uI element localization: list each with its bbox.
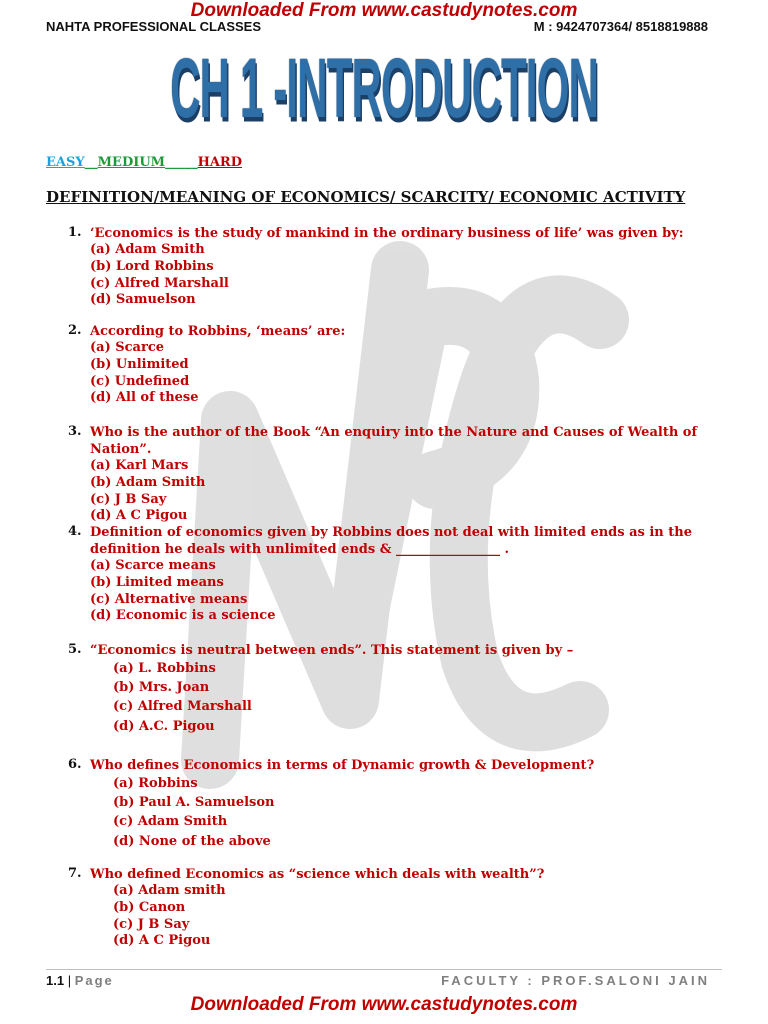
option-b: (b) Adam Smith — [90, 474, 206, 490]
question-number: 2. — [68, 323, 82, 338]
option-b: (b) Canon — [113, 899, 186, 915]
question-number: 3. — [68, 424, 82, 439]
option-c: (c) J B Say — [113, 916, 190, 932]
option-b: (b) Mrs. Joan — [113, 680, 210, 696]
option-a: (a) L. Robbins — [113, 661, 216, 676]
option-b: (b) Limited means — [90, 574, 224, 590]
question-2 — [68, 323, 708, 407]
question-number: 1. — [68, 225, 82, 240]
question-text: Who is the author of the Book “An enquiry into the Nature and Causes of Wealth of Nation”. — [90, 425, 698, 457]
question-text: Definition of economics given by Robbins does not deal with limited ends as in the definition he deals with unlimited ends & ________________ . — [90, 525, 693, 557]
download-banner-top: Downloaded From www.castudynotes.com — [190, 0, 578, 21]
option-b: (b) Paul A. Samuelson — [113, 795, 275, 811]
option-a: (a) Scarce — [90, 340, 165, 355]
question-5 — [68, 642, 708, 736]
chapter-title: CH 1 -INTRODUCTION — [170, 41, 598, 136]
question-1 — [68, 225, 708, 309]
question-number: 4. — [68, 524, 82, 539]
difficulty-legend — [46, 155, 242, 170]
question-number: 6. — [68, 757, 82, 772]
question-text: ‘Economics is the study of mankind in the ordinary business of life’ was given by: — [90, 226, 684, 241]
option-c: (c) Alfred Marshall — [90, 275, 229, 291]
section-heading: DEFINITION/MEANING OF ECONOMICS/ SCARCITY/ ECONOMIC ACTIVITY — [46, 188, 686, 206]
question-6 — [68, 757, 708, 851]
option-c: (c) Undefined — [90, 373, 190, 389]
question-text: According to Robbins, ‘means’ are: — [90, 324, 346, 339]
option-b: (b) Lord Robbins — [90, 258, 214, 274]
option-a: (a) Robbins — [113, 776, 198, 791]
question-number: 7. — [68, 866, 82, 881]
level-separator: _____ — [165, 155, 198, 170]
option-c: (c) Alternative means — [90, 591, 248, 607]
question-7 — [68, 866, 708, 950]
level-separator: __ — [84, 155, 98, 170]
option-a: (a) Karl Mars — [90, 458, 189, 473]
page-number-label — [46, 973, 114, 988]
option-c: (c) Adam Smith — [113, 814, 228, 830]
option-d: (d) A C Pigou — [90, 508, 188, 524]
question-4 — [68, 524, 708, 625]
page-word: Page — [74, 973, 114, 988]
institute-name: NAHTA PROFESSIONAL CLASSES — [46, 19, 262, 34]
download-banner-bottom: Downloaded From www.castudynotes.com — [190, 994, 578, 1015]
option-d: (d) Economic is a science — [90, 608, 276, 624]
question-text: Who defined Economics as “science which deals with wealth”? — [90, 867, 545, 882]
option-b: (b) Unlimited — [90, 356, 189, 372]
option-d: (d) Samuelson — [90, 292, 196, 308]
level-hard: HARD — [197, 155, 243, 170]
faculty-name: FACULTY : PROF.SALONI JAIN — [441, 973, 710, 988]
question-text: “Economics is neutral between ends”. This statement is given by – — [90, 643, 574, 658]
footer-divider — [46, 969, 722, 970]
option-d: (d) None of the above — [113, 833, 271, 849]
option-c: (c) Alfred Marshall — [113, 699, 252, 715]
option-d: (d) A.C. Pigou — [113, 718, 215, 734]
option-a: (a) Adam Smith — [90, 242, 205, 257]
chapter-title-block — [0, 41, 768, 146]
option-d: (d) A C Pigou — [113, 933, 211, 949]
option-d: (d) All of these — [90, 390, 199, 406]
question-3 — [68, 424, 708, 525]
question-number: 5. — [68, 642, 82, 657]
option-a: (a) Scarce means — [90, 558, 216, 573]
level-easy: EASY — [46, 155, 85, 170]
question-text: Who defines Economics in terms of Dynamic growth & Development? — [90, 758, 595, 773]
level-medium: MEDIUM — [97, 155, 166, 170]
option-a: (a) Adam smith — [113, 883, 226, 898]
page-number: 1.1 — [46, 973, 65, 988]
page-separator: | — [64, 973, 75, 988]
contact-number: M : 9424707364/ 8518819888 — [533, 19, 708, 34]
option-c: (c) J B Say — [90, 491, 167, 507]
